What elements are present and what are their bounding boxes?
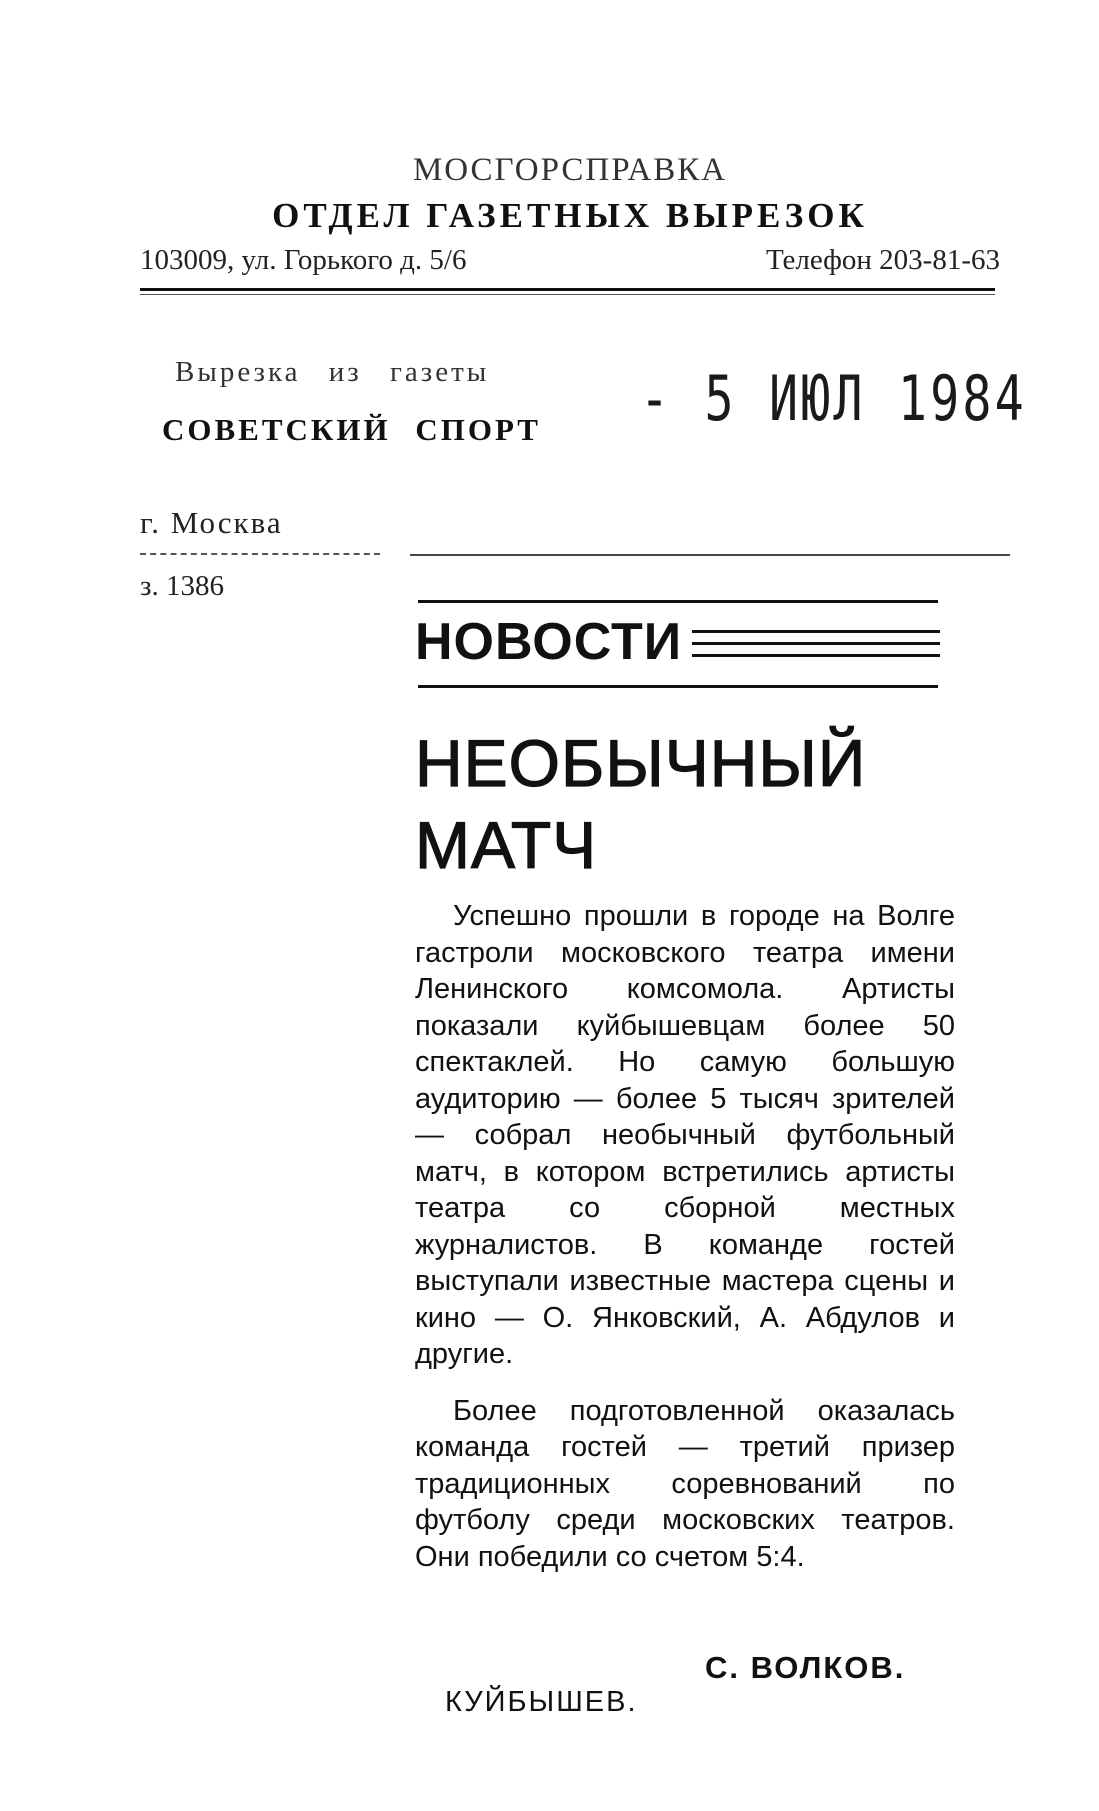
organization-name: МОСГОРСПРАВКА [412,152,728,188]
date-stamp: - 5 ИЮЛ 1984 [640,362,1027,435]
department-name: ОТДЕЛ ГАЗЕТНЫХ ВЫРЕЗОК [272,196,868,235]
article-place: КУЙБЫШЕВ. [445,1686,638,1718]
address-row [140,244,1000,277]
clipping-divider [410,554,1010,556]
address: 103009, ул. Горького д. 5/6 [140,244,467,276]
article-body [415,898,955,1595]
article-paragraph: Успешно прошли в городе на Волге гастроли московского театра имени Ленинского комсомола. Артисты показали куйбышевцам более 50 спектаклей. Но самую большую аудиторию — более 5 тысяч зрителей — собрал необычный футбольный матч, в котором встретились артисты театра со сборной местных журналистов. В команде гостей выступали известные мастера сцены и кино — О. Янковский, А. Абдулов и другие. [415,900,955,1370]
article-paragraph: Более подготовленной оказалась команда гостей — третий призер традиционных соревнований по футболу среди московских театров. Они победили со счетом 5:4. [415,1394,955,1573]
phone: Телефон 203-81-63 [765,244,1000,276]
rubric-decoration [692,630,940,670]
header-divider [140,288,995,291]
rubric-rule-bottom [418,685,938,688]
order-number: з. 1386 [140,570,224,602]
city-dashed-line [140,553,380,555]
rubric-title: НОВОСТИ [415,613,683,671]
clipping-label: Вырезка из газеты [175,356,490,388]
newspaper-name: СОВЕТСКИЙ СПОРТ [162,412,541,447]
rubric-rule-top [418,600,938,603]
headline-line-2: МАТЧ [415,808,598,882]
article-author: С. ВОЛКОВ. [705,1650,906,1685]
article-headline [415,722,975,886]
headline-line-1: НЕОБЫЧНЫЙ [415,726,867,800]
header-divider-thin [140,294,995,295]
city: г. Москва [140,505,283,540]
